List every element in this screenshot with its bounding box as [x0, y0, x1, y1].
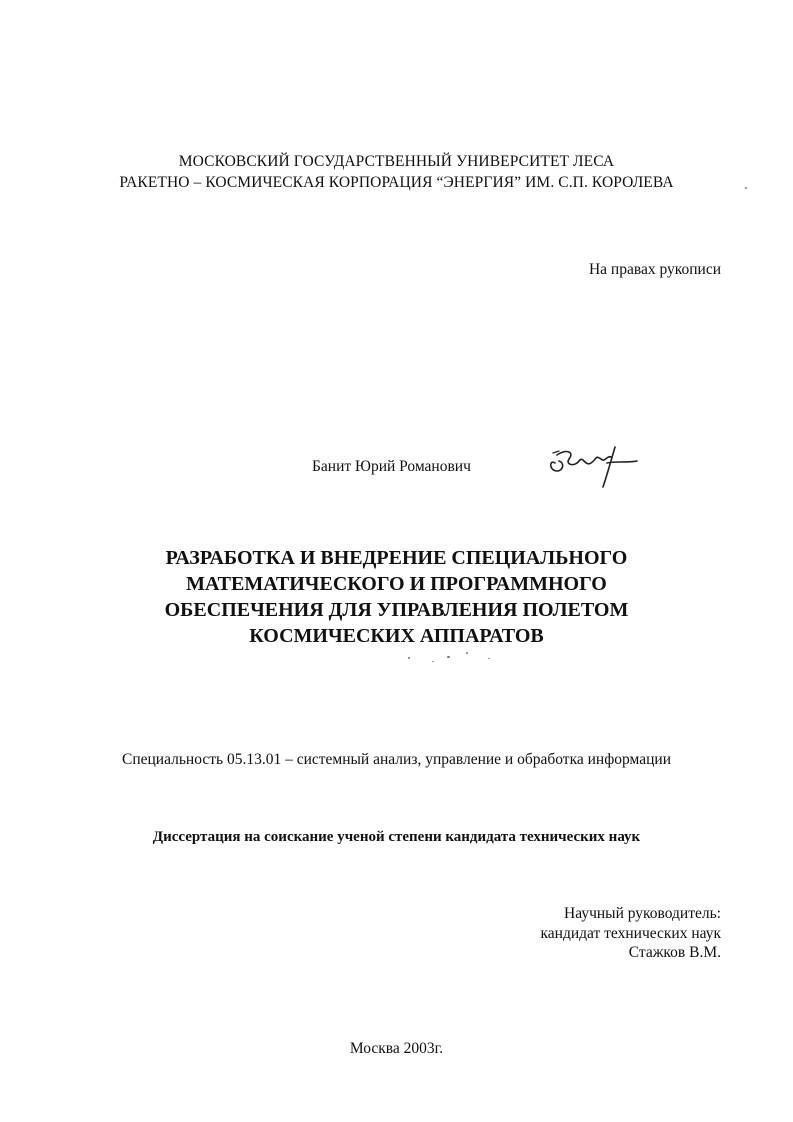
scan-speck [447, 656, 450, 658]
advisor-degree: кандидат технических наук [540, 925, 721, 942]
advisor-label: Научный руководитель: [564, 905, 721, 922]
author-name: Банит Юрий Романович [312, 458, 471, 475]
manuscript-rights-note: На правах рукописи [588, 261, 721, 278]
title-line-2: МАТЕМАТИЧЕСКОГО И ПРОГРАММНОГО [186, 573, 607, 595]
title-line-4: КОСМИЧЕСКИХ АППАРАТОВ [249, 625, 544, 647]
author-signature [545, 441, 645, 493]
degree-line: Диссертация на соискание ученой степени кандидата технических наук [152, 829, 641, 845]
advisor-name: Стажков В.М. [628, 944, 721, 961]
scan-speck [466, 652, 468, 654]
scan-speck [408, 657, 410, 659]
scan-speck [745, 187, 747, 189]
title-line-1: РАЗРАБОТКА И ВНЕДРЕНИЕ СПЕЦИАЛЬНОГО [165, 547, 628, 569]
specialty-line: Специальность 05.13.01 – системный анализ, управление и обработка информации [122, 751, 671, 768]
title-line-3: ОБЕСПЕЧЕНИЯ ДЛЯ УПРАВЛЕНИЯ ПОЛЕТОМ [164, 599, 629, 621]
scan-speck [432, 661, 434, 662]
place-and-year: Москва 2003г. [349, 1040, 444, 1057]
scan-speck [488, 658, 490, 659]
organization-line-1: МОСКОВСКИЙ ГОСУДАРСТВЕННЫЙ УНИВЕРСИТЕТ ЛЕСА [178, 153, 615, 170]
organization-line-2: РАКЕТНО – КОСМИЧЕСКАЯ КОРПОРАЦИЯ “ЭНЕРГИЯ” ИМ. С.П. КОРОЛЕВА [119, 174, 674, 191]
